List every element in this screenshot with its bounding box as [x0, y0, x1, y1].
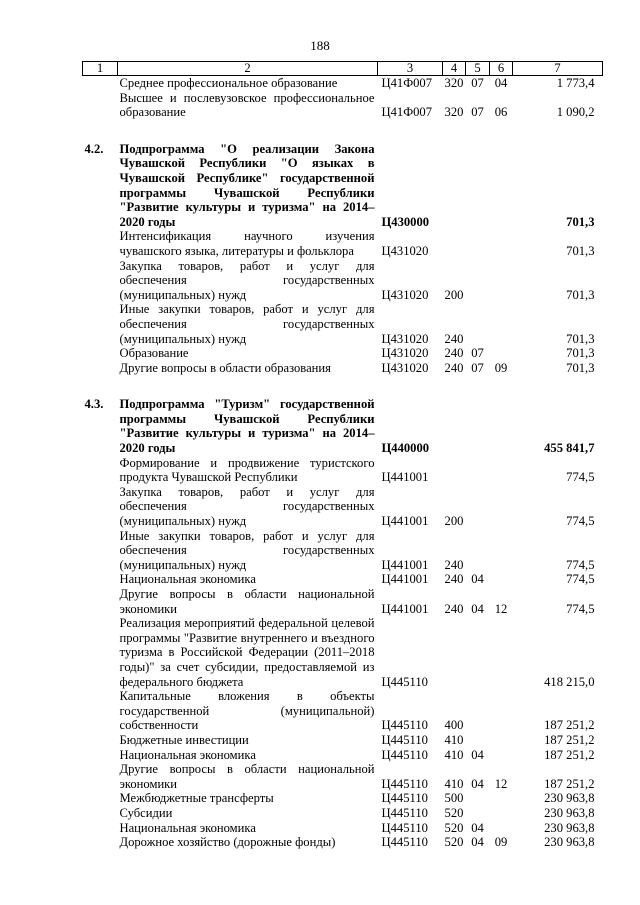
expense-type-code: 320: [444, 76, 464, 90]
target-article-code: Ц431020: [381, 346, 429, 361]
amount: 1 773,4: [556, 76, 595, 90]
table-row: [83, 361, 603, 376]
table-row: [83, 762, 603, 791]
amount: 1 090,2: [556, 105, 595, 120]
row-number: [83, 229, 118, 258]
table-row: [83, 485, 603, 529]
table-body: [83, 76, 603, 850]
row-number: [83, 485, 118, 529]
subsection-code: [490, 456, 513, 485]
section-code: 04: [471, 820, 484, 835]
subsection-code: 06: [494, 105, 508, 120]
subprogram-row: [83, 142, 603, 230]
expense-type-code: 240: [444, 331, 464, 346]
row-number: [83, 689, 118, 733]
expense-type-code: [443, 456, 466, 485]
section-code: [466, 733, 490, 748]
table-row: [83, 91, 603, 120]
subsection-code: [490, 346, 513, 361]
row-number: [83, 259, 118, 303]
table-row: [83, 733, 603, 748]
table-row: [83, 791, 603, 806]
spacer-cell: [83, 120, 603, 142]
table-row: [83, 456, 603, 485]
section-code: [466, 397, 490, 455]
target-article-code: Ц41Ф007: [381, 76, 433, 90]
section-code: 07: [471, 360, 484, 375]
subsection-code: [490, 259, 513, 303]
amount: 701,3: [566, 346, 595, 361]
target-article-code: Ц445110: [381, 747, 428, 762]
subsection-code: [490, 529, 513, 573]
expense-type-code: [443, 397, 466, 455]
table-row: [83, 689, 603, 733]
row-name: Образование: [119, 346, 189, 361]
section-code: [466, 529, 490, 573]
target-article-code: Ц431020: [381, 360, 429, 375]
subsection-code: [490, 302, 513, 346]
section-code: 04: [471, 747, 484, 762]
row-name: Реализация мероприятий федеральной целевой программы "Развитие внутреннего и въездного туризма в Российской Федерации (2011–2018 годы)" за счет субсидии, предоставляемой из федерального бюджета: [119, 616, 375, 689]
target-article-code: Ц445110: [381, 718, 428, 733]
row-number: [83, 346, 118, 361]
target-article-code: Ц445110: [381, 820, 428, 835]
row-number: [83, 361, 118, 376]
expense-type-code: 500: [444, 791, 464, 806]
expense-type-code: [443, 142, 466, 230]
column-header: 6: [490, 62, 513, 76]
table-row: [83, 587, 603, 616]
amount: 230 963,8: [544, 820, 595, 835]
column-header: 7: [513, 62, 603, 76]
subprogram-row: [83, 397, 603, 455]
row-number: 4.3.: [84, 397, 104, 412]
table-row: [83, 302, 603, 346]
row-number: [83, 91, 118, 120]
amount: 774,5: [566, 601, 595, 616]
row-number: [83, 748, 118, 763]
target-article-code: Ц441001: [381, 557, 429, 572]
section-code: [466, 791, 490, 806]
amount: 230 963,8: [544, 835, 595, 850]
target-article-code: Ц431020: [381, 287, 429, 302]
expense-type-code: 240: [444, 601, 464, 616]
amount: 187 251,2: [544, 732, 595, 747]
target-article-code: Ц440000: [381, 441, 430, 456]
row-number: [83, 806, 118, 821]
column-header: 5: [466, 62, 490, 76]
expense-type-code: 410: [444, 732, 464, 747]
row-name: Подпрограмма "Туризм" государственной программы Чувашской Республики "Развитие культуры и туризма" на 2014–2020 годы: [119, 397, 375, 456]
amount: 701,3: [566, 360, 595, 375]
amount: 774,5: [566, 557, 595, 572]
table-row: [83, 529, 603, 573]
amount: 774,5: [566, 572, 595, 587]
table-row: [83, 572, 603, 587]
row-number: 4.2.: [84, 141, 104, 156]
target-article-code: Ц41Ф007: [381, 105, 433, 120]
column-header: 3: [378, 62, 443, 76]
section-code: [466, 616, 490, 689]
row-number: [83, 762, 118, 791]
row-name: Капитальные вложения в объекты государственной (муниципальной) собственности: [119, 689, 375, 733]
row-name: Межбюджетные трансферты: [119, 791, 274, 806]
section-code: [466, 485, 490, 529]
row-number: [83, 616, 118, 689]
subsection-code: [490, 572, 513, 587]
section-code: 07: [471, 105, 484, 120]
expense-type-code: 240: [444, 346, 464, 361]
amount: 701,3: [566, 287, 595, 302]
row-name: Национальная экономика: [119, 572, 256, 587]
subsection-code: 12: [494, 601, 508, 616]
section-code: 07: [471, 346, 484, 361]
amount: 230 963,8: [544, 805, 595, 820]
subsection-code: [490, 142, 513, 230]
subsection-code: [490, 229, 513, 258]
expense-type-code: 410: [444, 747, 464, 762]
row-name: Дорожное хозяйство (дорожные фонды): [119, 835, 336, 850]
row-number: [83, 456, 118, 485]
spacer-cell: [83, 375, 603, 397]
row-name: Другие вопросы в области национальной экономики: [119, 587, 375, 616]
amount: 701,3: [566, 214, 595, 229]
row-name: Закупка товаров, работ и услуг для обеспечения государственных (муниципальных) нужд: [119, 258, 375, 302]
row-number: [83, 835, 118, 850]
spacer-row: [83, 375, 603, 397]
table-row: [83, 821, 603, 836]
section-code: 07: [471, 76, 484, 90]
table-header: [83, 62, 603, 76]
expense-type-code: 240: [444, 572, 464, 587]
section-code: 04: [471, 572, 484, 587]
table-row: [83, 748, 603, 763]
expense-type-code: 320: [444, 105, 464, 120]
subsection-code: [490, 821, 513, 836]
column-header: 1: [83, 62, 118, 76]
target-article-code: Ц445110: [381, 674, 428, 689]
row-name: Высшее и послевузовское профессиональное образование: [119, 90, 375, 120]
target-article-code: Ц431020: [381, 243, 429, 258]
amount: 187 251,2: [544, 776, 595, 791]
section-code: [466, 806, 490, 821]
row-name: Национальная экономика: [119, 747, 256, 762]
row-number: [83, 821, 118, 836]
expense-type-code: 200: [444, 514, 464, 529]
section-code: 04: [471, 835, 484, 850]
subsection-code: [490, 733, 513, 748]
row-number: [83, 302, 118, 346]
target-article-code: Ц441001: [381, 601, 429, 616]
section-code: [466, 229, 490, 258]
page-number: 188: [310, 38, 330, 53]
table-row: [83, 229, 603, 258]
section-code: [466, 689, 490, 733]
section-code: [466, 456, 490, 485]
subsection-code: [490, 748, 513, 763]
row-name: Другие вопросы в области образования: [119, 360, 331, 375]
table-row: [83, 806, 603, 821]
expense-type-code: [443, 229, 466, 258]
row-name: Интенсификация научного изучения чувашского языка, литературы и фольклора: [119, 229, 375, 258]
target-article-code: Ц441001: [381, 514, 429, 529]
expense-type-code: 240: [444, 557, 464, 572]
subsection-code: 09: [494, 360, 508, 375]
table-row: [83, 835, 603, 850]
amount: 701,3: [566, 331, 595, 346]
row-number: [83, 587, 118, 616]
subsection-code: [490, 485, 513, 529]
target-article-code: Ц445110: [381, 732, 428, 747]
subsection-code: [490, 791, 513, 806]
expense-type-code: 410: [444, 776, 464, 791]
expense-type-code: 520: [444, 820, 464, 835]
subsection-code: 09: [494, 835, 508, 850]
expense-type-code: [443, 616, 466, 689]
amount: 418 215,0: [544, 674, 595, 689]
section-code: 04: [471, 776, 484, 791]
expense-type-code: 520: [444, 805, 464, 820]
spacer-row: [83, 120, 603, 142]
row-name: Иные закупки товаров, работ и услуг для обеспечения государственных (муниципальных) нужд: [119, 528, 375, 572]
amount: 187 251,2: [544, 718, 595, 733]
row-number: [83, 791, 118, 806]
target-article-code: Ц441001: [381, 470, 429, 485]
amount: 230 963,8: [544, 791, 595, 806]
row-number: [83, 733, 118, 748]
amount: 774,5: [566, 514, 595, 529]
amount: 774,5: [566, 470, 595, 485]
subsection-code: [490, 616, 513, 689]
section-code: [466, 302, 490, 346]
table-row: [83, 346, 603, 361]
subsection-code: 12: [494, 776, 508, 791]
table-row: [83, 259, 603, 303]
row-name: Иные закупки товаров, работ и услуг для обеспечения государственных (муниципальных) нужд: [119, 302, 375, 346]
target-article-code: Ц445110: [381, 776, 428, 791]
table-row: [83, 76, 603, 91]
target-article-code: Ц431020: [381, 331, 429, 346]
row-name: Среднее профессиональное образование: [119, 76, 338, 90]
expense-type-code: 200: [444, 287, 464, 302]
expense-type-code: 400: [444, 718, 464, 733]
row-number: [83, 529, 118, 573]
amount: 187 251,2: [544, 747, 595, 762]
row-number: [83, 76, 118, 91]
amount: 701,3: [566, 243, 595, 258]
row-number: [83, 572, 118, 587]
amount: 455 841,7: [544, 441, 595, 456]
subsection-code: 04: [494, 76, 508, 90]
row-name: Национальная экономика: [119, 820, 256, 835]
subsection-code: [490, 689, 513, 733]
row-name: Другие вопросы в области национальной экономики: [119, 762, 375, 791]
target-article-code: Ц430000: [381, 214, 430, 229]
row-name: Бюджетные инвестиции: [119, 732, 249, 747]
column-header: 4: [443, 62, 466, 76]
subsection-code: [490, 397, 513, 455]
target-article-code: Ц445110: [381, 835, 428, 850]
budget-table: [82, 61, 603, 850]
row-name: Подпрограмма "О реализации Закона Чувашской Республики "О языках в Чувашской Республике" государственной программы Чувашской Республики "Развитие культуры и туризма" на 2014–2020 годы: [119, 141, 375, 229]
expense-type-code: 240: [444, 360, 464, 375]
section-code: [466, 259, 490, 303]
target-article-code: Ц441001: [381, 572, 429, 587]
section-code: 04: [471, 601, 484, 616]
section-code: [466, 142, 490, 230]
target-article-code: Ц445110: [381, 791, 428, 806]
row-name: Субсидии: [119, 805, 173, 820]
target-article-code: Ц445110: [381, 805, 428, 820]
table-row: [83, 616, 603, 689]
row-name: Формирование и продвижение туристского продукта Чувашской Республики: [119, 455, 375, 485]
expense-type-code: 520: [444, 835, 464, 850]
column-header: 2: [118, 62, 378, 76]
subsection-code: [490, 806, 513, 821]
row-name: Закупка товаров, работ и услуг для обеспечения государственных (муниципальных) нужд: [119, 484, 375, 529]
